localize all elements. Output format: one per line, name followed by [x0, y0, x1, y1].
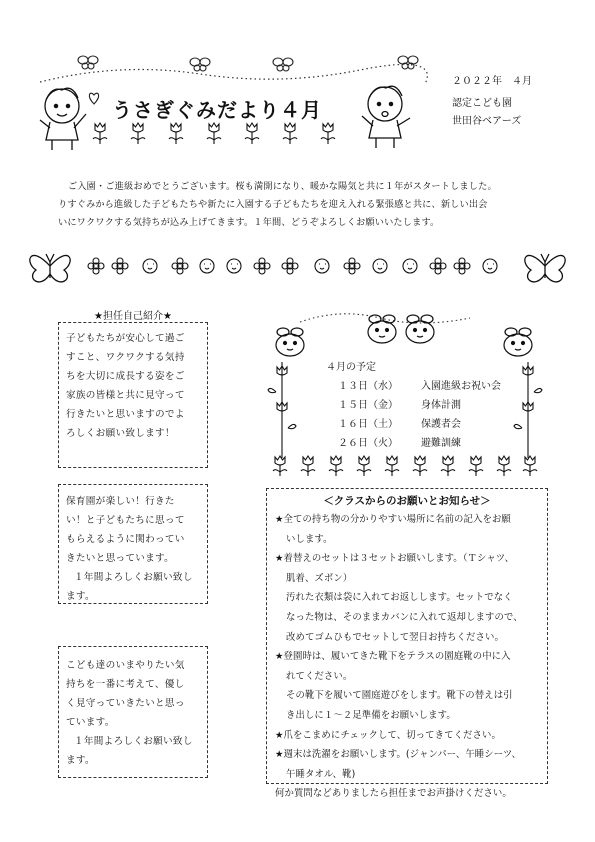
butterfly-icon	[398, 56, 418, 69]
child-illustration-right	[362, 86, 410, 148]
tulip-column-left	[268, 362, 296, 458]
schedule-date: １５日（金）	[338, 400, 398, 411]
notice-line: れてください。	[286, 670, 353, 682]
staff-message-line: ろしくお願い致します！	[66, 428, 175, 439]
staff-message-line: く見守っていきたいと思っ	[66, 698, 185, 709]
bee-icon	[368, 315, 396, 343]
staff-message-line: こども達のいまやりたい気	[66, 660, 185, 671]
staff-message-box-2	[58, 484, 208, 604]
tulip-column-right	[514, 362, 542, 458]
tulip-row-bottom	[273, 456, 537, 476]
notice-title: ＜クラスからのお願いとお知らせ＞	[323, 495, 491, 507]
issue-date: ２０２２年 ４月	[452, 76, 532, 87]
schedule-row	[326, 434, 501, 453]
notice-line: なった物は、そのままカバンに入れて返却しますので、	[286, 611, 523, 623]
notice-line: 汚れた衣類は袋に入れてお返しします。セットでなく	[286, 592, 513, 604]
staff-message-line: きたいと思っています。	[66, 553, 175, 564]
schedule-event: 保護者会	[421, 419, 461, 430]
schedule-date: １３日（水）	[338, 381, 398, 392]
staff-message-line: ちを大切に成長する姿をご	[66, 371, 185, 382]
staff-message-box-1	[58, 322, 208, 468]
notice-line: 改めてゴムひもでセットして翌日お持ちください。	[286, 631, 504, 643]
intro-line: いにワクワクする気持ちが込み上げてきます。１年間、どうぞよろしくお願いいたします。	[58, 217, 440, 228]
staff-message-line: 行きたいと思いますのでよ	[66, 409, 185, 420]
staff-message-line: ています。	[66, 717, 115, 728]
schedule-row	[326, 377, 501, 396]
heart-balloon-icon	[89, 93, 98, 104]
notice-line: き出しに１～２足準備をお願いします。	[286, 709, 456, 721]
school-name: 認定こども園	[452, 98, 512, 109]
notice-line: ★爪をこまめにチェックして、切ってきてください。	[275, 729, 501, 741]
flower-garland-divider	[88, 258, 497, 274]
child-illustration-left	[40, 88, 86, 150]
header-dotted-garland	[40, 64, 427, 84]
butterfly-large-left-icon	[30, 254, 70, 282]
tulip-row-header	[93, 123, 335, 144]
intro-paragraph	[58, 178, 550, 232]
bee-icon	[504, 328, 532, 356]
staff-message-line: 持ちを一番に考えて、優し	[66, 679, 185, 690]
schedule-date: ２６日（火）	[338, 438, 398, 449]
intro-line: ご入園・ご進級おめでとうございます。桜も満開になり、暖かな陽気と共に１年がスタートしました。	[68, 181, 497, 192]
notice-line: ★全ての持ち物の分かりやすい場所に名前の記入をお願	[275, 514, 511, 525]
schedule-event: 身体計測	[421, 400, 461, 411]
butterfly-icon	[190, 58, 210, 71]
schedule-date: １６日（土）	[338, 419, 398, 430]
schedule-heading: ４月の予定	[326, 362, 376, 373]
staff-message-line: 子どもたちが安心して過ご	[66, 333, 185, 344]
notice-line: 何か質問などありましたら担任までお声掛けください。	[275, 788, 512, 800]
class-notice-box	[266, 488, 548, 800]
notice-line: ★登園時は、履いてきた靴下をテラスの園庭靴の中に入	[275, 651, 511, 663]
schedule-event: 避難訓練	[421, 438, 461, 449]
staff-message-line: すこと、ワクワクする気持	[66, 352, 185, 363]
staff-message-line: １年間よろしくお願い致し	[74, 736, 193, 747]
notice-line: ★週末は洗濯をお願いします。(ジャンパー、午睡シーツ、	[275, 749, 522, 761]
schedule-row	[326, 396, 501, 415]
staff-message-line: 家族の皆様と共に見守って	[66, 390, 185, 401]
notice-line: 午睡タオル、靴)	[286, 768, 356, 780]
april-schedule	[326, 358, 501, 453]
schedule-event: 入園進級お祝い会	[421, 381, 501, 392]
intro-line: りすぐみから進級した子どもたちや新たに入園する子どもたちを迎え入れる緊張感と共に、新しい出会	[58, 199, 488, 210]
notice-line: 肌着、ズボン）	[286, 572, 353, 584]
school-branch: 世田谷ベアーズ	[452, 116, 522, 127]
bee-icon	[406, 315, 434, 343]
butterfly-icon	[273, 58, 293, 71]
butterfly-icon	[78, 56, 98, 69]
staff-message-line: ます。	[66, 755, 95, 766]
notice-line: いします。	[286, 533, 333, 545]
bee-icon	[276, 328, 304, 356]
notice-line: その靴下を履いて園庭遊びをします。靴下の替えは引	[286, 690, 513, 702]
staff-message-line: ます。	[66, 591, 95, 602]
notice-line: ★着替えのセットは３セットお願いします。（Ｔシャツ、	[275, 553, 515, 565]
staff-message-line: もらえるように関わってい	[66, 534, 185, 545]
newsletter-title: うさぎぐみだより４月	[112, 98, 322, 122]
staff-message-line: い！と子どもたちに思って	[66, 515, 185, 526]
staff-message-box-3	[58, 646, 208, 778]
staff-message-line: １年間よろしくお願い致し	[74, 572, 193, 583]
staff-intro-heading: ★担任自己紹介★	[94, 311, 172, 322]
schedule-row	[326, 415, 501, 434]
butterfly-large-right-icon	[525, 254, 565, 282]
staff-message-line: 保育園が楽しい！行きた	[66, 496, 175, 507]
